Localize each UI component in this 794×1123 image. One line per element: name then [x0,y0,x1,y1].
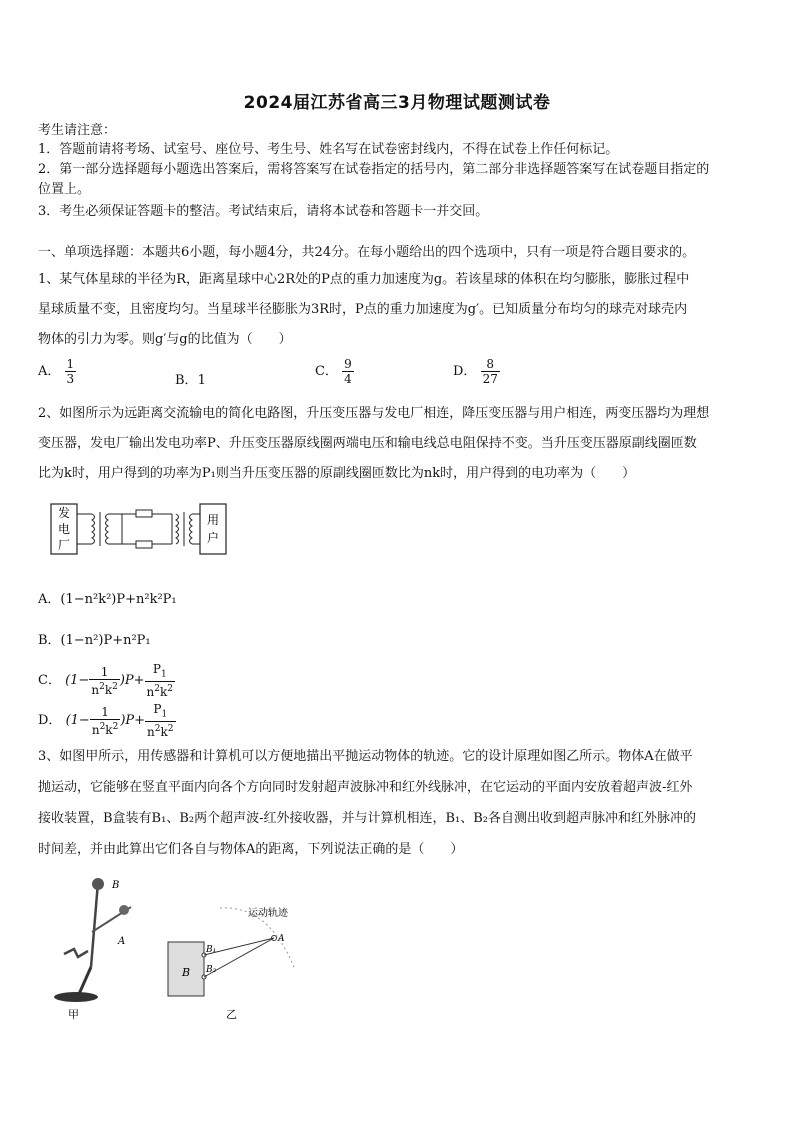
q1-line-2: 星球质量不变，且密度均匀。当星球半径膨胀为3R时，P点的重力加速度为g′。已知质量分布均匀的球壳对球壳内 [38,302,688,317]
q1-line-3: 物体的引力为零。则g′与g的比值为（ ） [38,332,292,347]
numerator: 9 [344,357,352,371]
label-B2: B₂ [206,965,217,975]
option-label: C． [315,364,338,379]
notice-item-3: 3．考生必须保证答题卡的整洁。考试结束后，请将本试卷和答题卡一并交回。 [38,204,489,219]
q3-line-2: 抛运动，它能够在竖直平面内向各个方向同时发射超声波脉冲和红外线脉冲，在它运动的平面内安放着超声波-红外 [38,780,693,795]
fraction [65,357,77,386]
option-value: 1 [197,373,206,388]
q2-option-b: B．(1−n²)P+n²P₁ [38,633,151,648]
formula-part: (1− [65,713,90,729]
option-label: D． [453,364,477,379]
denominator: 4 [344,372,352,386]
q2-option-a: A．(1−n²k²)P+n²k²P₁ [38,592,177,607]
q1-option-d [453,357,500,386]
apparatus-photo-jia [46,872,156,1022]
generator-char-3: 厂 [57,538,71,552]
notice-item-2: 2．第一部分选择题每小题选出答案后，需将答案写在试卷指定的括号内，第二部分非选择题答案写在试卷题目指定的 [38,162,710,177]
label-A: A [118,936,126,947]
generator-char-2: 电 [57,522,71,536]
trajectory-label: 运动轨迹 [248,908,288,919]
option-label: D． [38,713,62,729]
formula-part: (1− [65,673,90,689]
label-yi: 乙 [226,1008,237,1021]
q2-line-1: 2、如图所示为远距离交流输电的简化电路图，升压变压器与发电厂相连，降压变压器与用户相连，两变压器均为理想 [38,406,710,421]
q3-line-4: 时间差，并由此算出它们各自与物体A的距离，下列说法正确的是（ ） [38,842,464,857]
principle-diagram-yi [160,900,310,1025]
denominator: 27 [482,372,498,386]
numerator: 1 [66,357,75,371]
transmission-circuit-diagram [50,500,250,558]
q2-line-2: 变压器，发电厂输出发电功率P、升压变压器原线圈两端电压和输电线总电阻保持不变。当升压变压器原副线圈匝数 [38,436,697,451]
label-B1: B₁ [206,945,217,955]
q1-option-b [175,369,206,388]
user-char-1: 用 [206,513,220,527]
q3-line-1: 3、如图甲所示，用传感器和计算机可以方便地描出平抛运动物体的轨迹。它的设计原理如图乙所示。物体A在做平 [38,749,693,764]
q1-option-a [38,357,76,386]
user-char-2: 户 [206,531,220,545]
section-heading: 一、单项选择题：本题共6小题，每小题4分，共24分。在每小题给出的四个选项中，只有一项是符合题目要求的。 [38,245,696,260]
fraction: $\frac{P_1}{n^2k^2}$ [147,702,174,740]
option-label: A． [38,364,61,379]
fraction: $\frac{P_1}{n^2k^2}$ [146,662,174,700]
denominator: 3 [66,372,75,386]
q1-option-c [315,357,354,386]
notice-item-2-cont: 位置上。 [38,182,91,197]
fraction: $\frac{1}{n^2k^2}$ [91,664,118,697]
q3-line-3: 接收装置，B盒装有B₁、B₂两个超声波-红外接收器，并与计算机相连，B₁、B₂各自测出收到超声脉冲和红外脉冲的 [38,811,697,826]
fraction: $\frac{1}{n^2k^2}$ [91,704,119,737]
option-label: B． [175,373,198,388]
q2-option-d: D． (1− $\frac{1}{n^2k^2}$ )P+ $\frac{P_1}{n^2k^2}$ [38,702,174,740]
option-label: C． [38,673,61,689]
q2-line-3: 比为k时，用户得到的功率为P₁则当升压变压器的原副线圈匝数比为nk时，用户得到的电功率为（ ） [38,466,636,481]
notice-item-1: 1．答题前请将考场、试室号、座位号、考生号、姓名写在试卷密封线内，不得在试卷上作任何标记。 [38,142,619,157]
label-jia: 甲 [68,1008,79,1021]
label-B: B [112,880,120,891]
generator-char-1: 发 [57,506,71,520]
fraction [481,357,500,386]
fraction [342,357,354,386]
q1-line-1: 1、某气体星球的半径为R，距离星球中心2R处的P点的重力加速度为g。若该星球的体积在均匀膨胀，膨胀过程中 [38,272,690,287]
numerator: 8 [481,357,500,372]
label-A-yi: A [278,934,285,944]
notice-heading: 考生请注意： [38,123,117,138]
box-B-label: B [182,966,191,979]
exam-title: 2024届江苏省高三3月物理试题测试卷 [243,93,551,113]
q2-option-c: C． (1− $\frac{1}{n^2k^2}$ )P+ $\frac{P_1}{n^2k^2}$ [38,662,174,700]
